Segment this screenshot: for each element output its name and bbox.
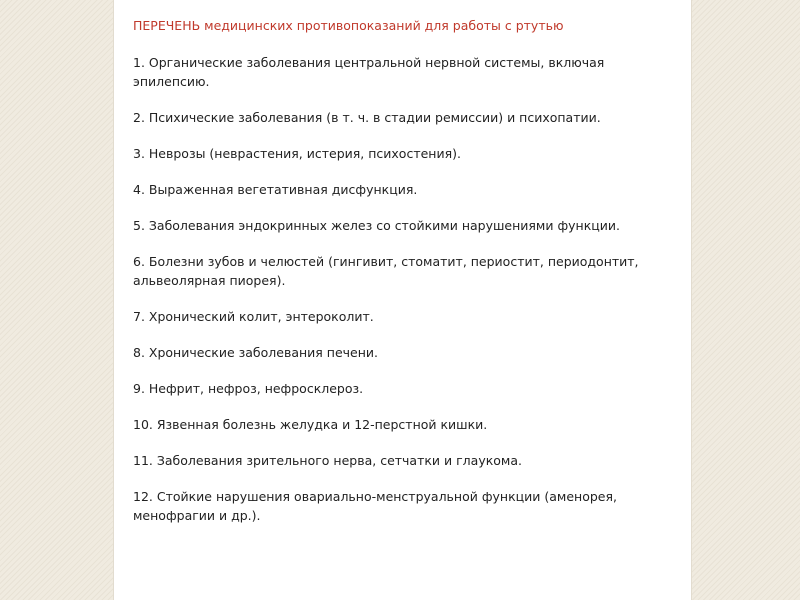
list-item: 3. Неврозы (неврастения, истерия, психостения). [133, 146, 461, 161]
list-item: 10. Язвенная болезнь желудка и 12-перстной кишки. [133, 417, 488, 432]
list-item: 12. Стойкие нарушения овариально-менструальной функции (аменорея, менофрагии и др.). [133, 489, 617, 523]
list-item: 2. Психические заболевания (в т. ч. в стадии ремиссии) и психопатии. [133, 110, 601, 125]
list-item: 11. Заболевания зрительного нерва, сетчатки и глаукома. [133, 453, 522, 468]
left-decorative-band [0, 0, 113, 600]
document-title: ПЕРЕЧЕНЬ медицинских противопоказаний для работы с ртутью [133, 18, 564, 33]
slide-content [133, 16, 653, 542]
list-item: 7. Хронический колит, энтероколит. [133, 309, 374, 324]
list-item: 6. Болезни зубов и челюстей (гингивит, стоматит, периостит, периодонтит, альвеолярная пиорея). [133, 254, 639, 288]
list-item: 8. Хронические заболевания печени. [133, 345, 378, 360]
list-item: 9. Нефрит, нефроз, нефросклероз. [133, 381, 364, 396]
right-decorative-band [692, 0, 800, 600]
list-item: 4. Выраженная вегетативная дисфункция. [133, 182, 418, 197]
list-item: 1. Органические заболевания центральной нервной системы, включая эпилепсию. [133, 55, 605, 89]
list-item: 5. Заболевания эндокринных желез со стойкими нарушениями функции. [133, 218, 620, 233]
slide-left-border [113, 0, 114, 600]
